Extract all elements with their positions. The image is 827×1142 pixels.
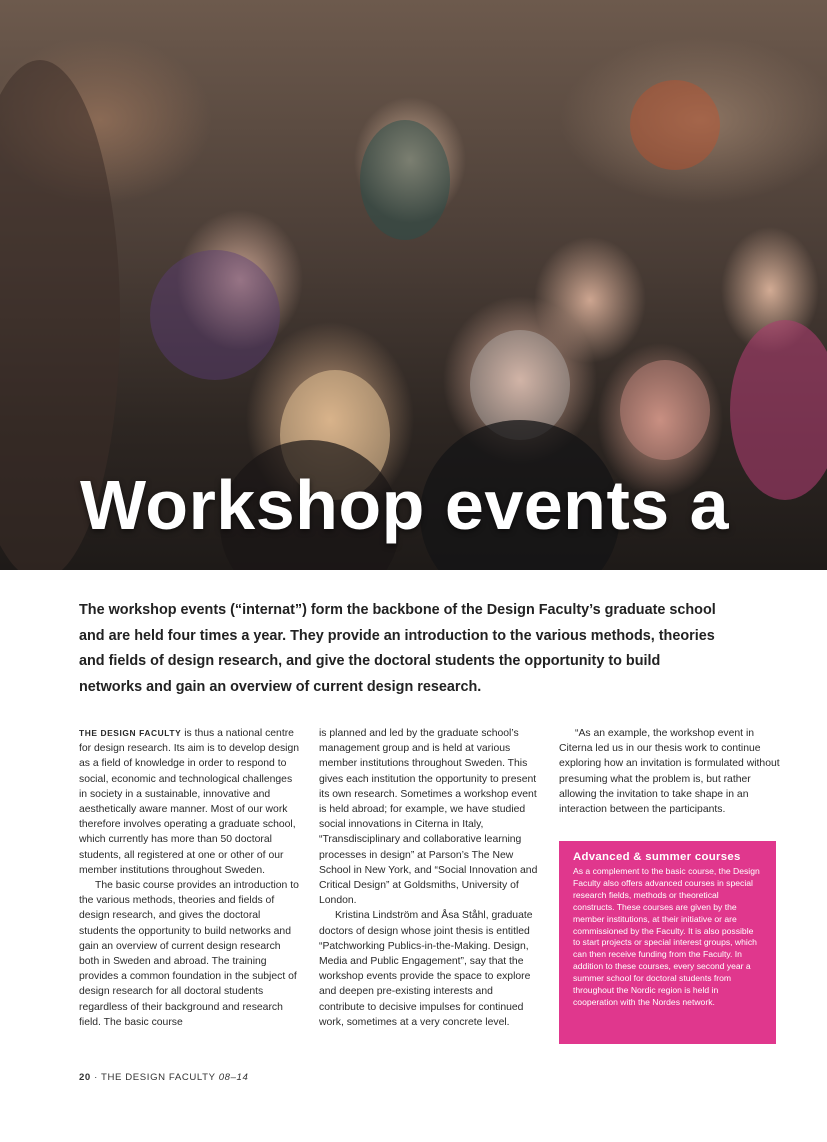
intro-paragraph: The workshop events (“internat”) form the backbone of the Design Faculty’s graduate school and are held four times a year. They provide an introduction to the various methods, theories and fields of design research, and give the doctoral students the opportunity to build networks and gain an overview of current design research.: [79, 602, 716, 695]
sidebar-body: As a complement to the basic course, the Design Faculty also offers advanced courses in special research fields, methods or theoretical constructs. These courses are given by the member institutions, at their initiative or are commissioned by the Faculty. It is also possible to start projects or special interest groups, which can then receive funding from the Faculty. In addition to these courses, every second year a summer school for doctoral students from throughout the Nordic region is held in cooperation with the Nordes network.: [573, 866, 760, 1007]
paragraph-text: is thus a national centre for design research. Its aim is to develop design as a field of knowledge in order to respond to social, economic and technological challenges in society in a sustainable, innovative and aesthetically aware manner. Most of our work therefore involves operating a graduate school, which currently has more than 50 doctoral students, all registered at one or other of our member institutions throughout Sweden.: [79, 728, 300, 876]
paragraph: “As an example, the workshop event in Citerna led us in our thesis work to continue exploring how an invitation is formulated without presuming what the problem is, but rather allowing the invitation to take shape in an interaction between the participants.: [559, 728, 780, 816]
page-title: Workshop events a: [80, 466, 730, 544]
paragraph: The basic course provides an introduction to the various methods, theories and fields of design research, and gives the doctoral students the opportunity to build networks and gain an overview of current design research both in Sweden and abroad. The training provides a common foundation in the subject of design research for all doctoral students regardless of their background and research field. The basic course: [79, 880, 299, 1028]
footer-separator: ·: [94, 1072, 98, 1083]
paragraph: [79, 726, 301, 878]
page-number: 20: [79, 1072, 91, 1083]
text-column-1: [79, 726, 301, 1030]
text-column-2: [319, 726, 541, 1030]
paragraph: is planned and led by the graduate school’s management group and is held at various member institutions throughout Sweden. This gives each institution the opportunity to present its own research. Sometimes a workshop event is held abroad; for example, we have studied social innovations in Citerna in Italy, “Transdisciplinary and collaborative learning processes in design” at Parson’s The New School in New York, and “Social Innovation and Critical Design” at Goldsmiths, University of London.: [319, 728, 538, 907]
text-column-3: [559, 726, 781, 817]
publication-name: THE DESIGN FACULTY: [101, 1072, 216, 1083]
issue-number: 08–14: [218, 1072, 249, 1083]
sidebar-title: Advanced & summer courses: [573, 851, 741, 863]
paragraph: Kristina Lindström and Åsa Ståhl, graduate doctors of design whose joint thesis is entitled “Patchworking Publics-in-the-Making. Design, Media and Public Engagement”, say that the workshop events provide the space to explore and deepen pre-existing interests and contribute to decisive impulses for continued work, sometimes at a very concrete level.: [319, 910, 533, 1028]
lead-in: THE DESIGN FACULTY: [79, 728, 182, 738]
hero-photo: [0, 0, 827, 570]
page-footer: [79, 1072, 248, 1083]
sidebar-box: [559, 841, 776, 1044]
